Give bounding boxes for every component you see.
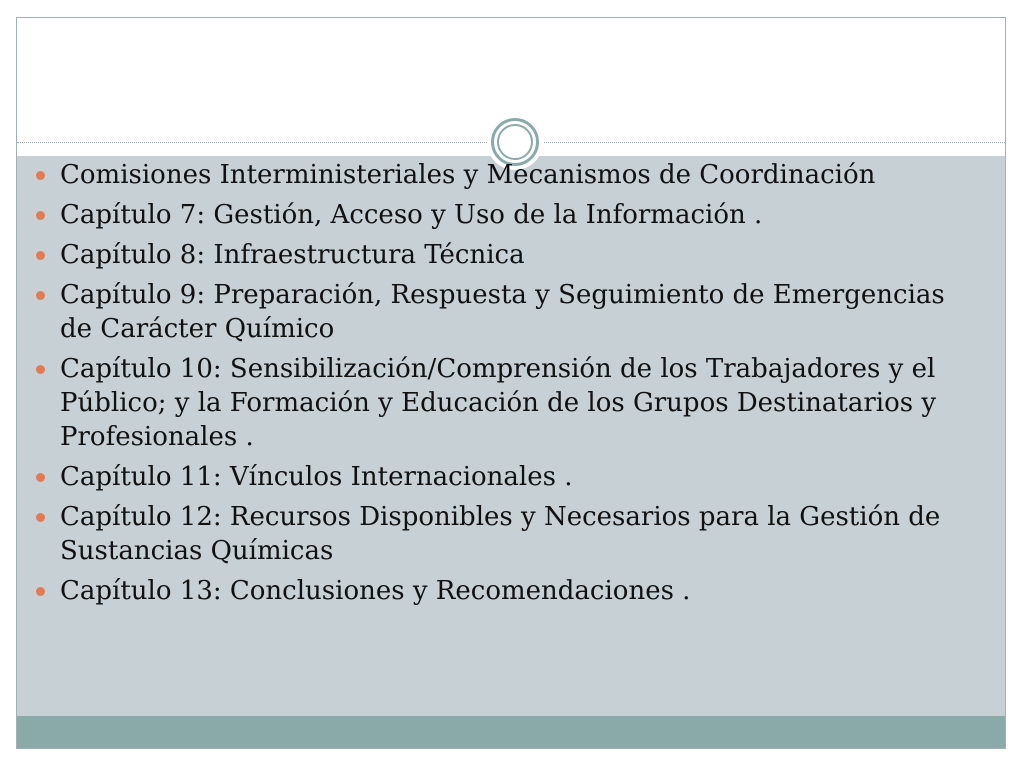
- bullet-item: [34, 460, 964, 494]
- bullet-text: Capítulo 8: Infraestructura Técnica: [60, 240, 525, 270]
- bullet-item: [34, 158, 964, 192]
- bullet-text: Capítulo 10: Sensibilización/Comprensión de los Trabajadores y el Público; y la Formación y Educación de los Grupos Destinatarios y Profesionales .: [60, 354, 937, 452]
- bullet-text: Capítulo 7: Gestión, Acceso y Uso de la Información .: [60, 200, 763, 230]
- bullet-item: [34, 198, 964, 232]
- ornament-inner-ring: [497, 124, 533, 160]
- bullet-item: [34, 574, 964, 608]
- bullet-text: Capítulo 13: Conclusiones y Recomendaciones .: [60, 576, 691, 606]
- bullet-text: Capítulo 9: Preparación, Respuesta y Seguimiento de Emergencias de Carácter Químico: [60, 280, 945, 344]
- bullet-list: [34, 158, 964, 614]
- bullet-item: [34, 238, 964, 272]
- bullet-dot-icon: [36, 473, 45, 482]
- bullet-dot-icon: [36, 171, 45, 180]
- bullet-text: Capítulo 12: Recursos Disponibles y Necesarios para la Gestión de Sustancias Químicas: [60, 502, 941, 566]
- footer-band: [17, 716, 1005, 749]
- bullet-dot-icon: [36, 211, 45, 220]
- bullet-item: [34, 352, 964, 454]
- bullet-text: Comisiones Interministeriales y Mecanismos de Coordinación: [60, 160, 876, 190]
- bullet-text: Capítulo 11: Vínculos Internacionales .: [60, 462, 573, 492]
- bullet-item: [34, 500, 964, 568]
- bullet-item: [34, 278, 964, 346]
- bullet-dot-icon: [36, 291, 45, 300]
- bullet-dot-icon: [36, 365, 45, 374]
- bullet-dot-icon: [36, 251, 45, 260]
- bullet-dot-icon: [36, 587, 45, 596]
- bullet-dot-icon: [36, 513, 45, 522]
